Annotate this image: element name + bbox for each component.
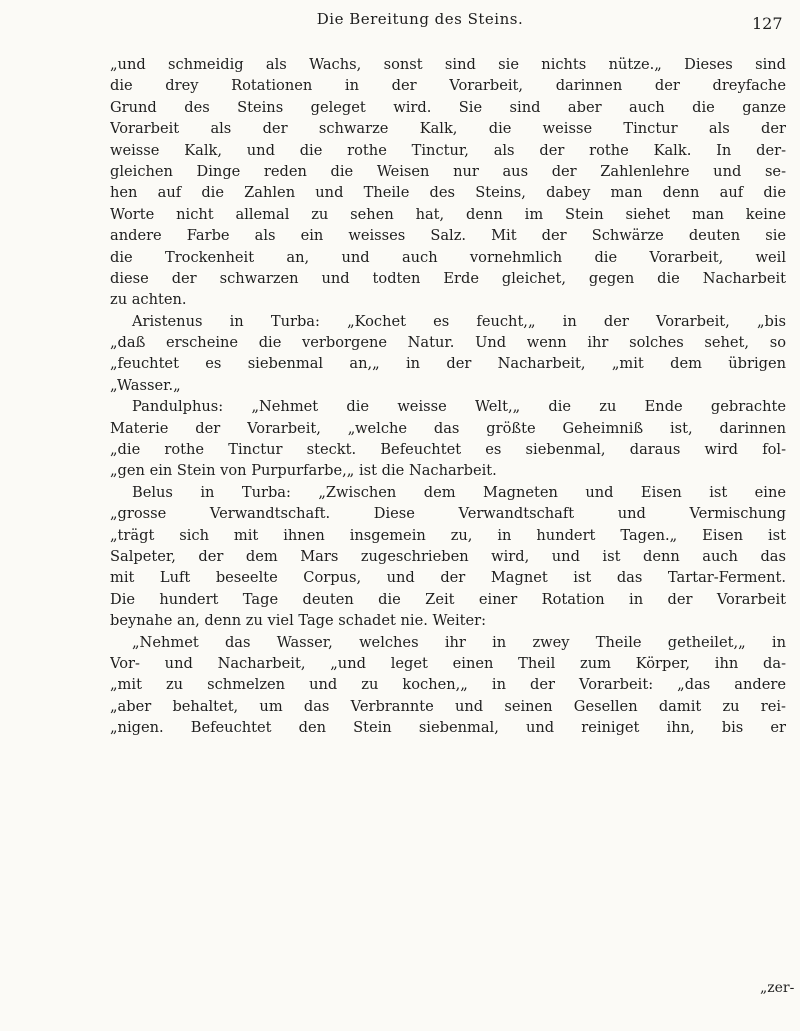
text-line: mit Luft beseelte Corpus, und der Magnet ist das Tartar-Ferment. — [110, 569, 786, 587]
text-line: weisse Kalk, und die rothe Tinctur, als der rothe Kalk. In der- — [110, 141, 786, 159]
text-line: gleichen Dinge reden die Weisen nur aus der Zahlenlehre und se- — [110, 162, 786, 180]
text-line: Grund des Steins geleget wird. Sie sind aber auch die ganze — [110, 98, 786, 116]
text-line: Aristenus in Turba: „Kochet es feucht,„ in der Vorarbeit, „bis — [132, 312, 786, 330]
body-text — [110, 54, 786, 739]
text-line: „mit zu schmelzen und zu kochen,„ in der Vorarbeit: „das andere — [110, 676, 786, 694]
page-number: 127 — [752, 14, 783, 33]
text-line: beynahe an, denn zu viel Tage schadet nie. Weiter: — [110, 612, 487, 630]
text-line: diese der schwarzen und todten Erde gleichet, gegen die Nacharbeit — [110, 269, 786, 287]
text-line: andere Farbe als ein weisses Salz. Mit der Schwärze deuten sie — [110, 227, 786, 245]
text-line: „Nehmet das Wasser, welches ihr in zwey Theile getheilet,„ in — [132, 633, 786, 651]
text-line: Vorarbeit als der schwarze Kalk, die weisse Tinctur als der — [110, 120, 786, 138]
text-line: zu achten. — [110, 291, 187, 309]
text-line: Belus in Turba: „Zwischen dem Magneten und Eisen ist eine — [132, 483, 786, 501]
text-line: „grosse Verwandtschaft. Diese Verwandtschaft und Vermischung — [110, 505, 786, 523]
text-line: Pandulphus: „Nehmet die weisse Welt,„ die zu Ende gebrachte — [132, 398, 786, 416]
text-line: „nigen. Befeuchtet den Stein siebenmal, und reiniget ihn, bis er — [110, 719, 786, 737]
text-line: „gen ein Stein von Purpurfarbe,„ ist die Nacharbeit. — [110, 462, 497, 480]
text-line: „aber behaltet, um das Verbrannte und seinen Gesellen damit zu rei- — [110, 697, 786, 715]
text-line: „und schmeidig als Wachs, sonst sind sie nichts nütze.„ Dieses sind — [110, 56, 786, 73]
text-line: „Wasser.„ — [110, 376, 181, 394]
text-line: „die rothe Tinctur steckt. Befeuchtet es siebenmal, daraus wird fol- — [110, 441, 786, 459]
text-line: hen auf die Zahlen und Theile des Steins, dabey man denn auf die — [110, 184, 786, 202]
text-line: Worte nicht allemal zu sehen hat, denn im Stein siehet man keine — [110, 205, 786, 223]
text-line: Salpeter, der dem Mars zugeschrieben wird, und ist denn auch das — [110, 547, 786, 565]
text-line: die Trockenheit an, und auch vornehmlich die Vorarbeit, weil — [110, 248, 786, 266]
text-line: „trägt sich mit ihnen insgemein zu, in hundert Tagen.„ Eisen ist — [110, 526, 786, 544]
text-line: „feuchtet es siebenmal an,„ in der Nacharbeit, „mit dem übrigen — [110, 355, 786, 373]
text-line: die drey Rotationen in der Vorarbeit, darinnen der dreyfache — [110, 77, 786, 95]
running-title: Die Bereitung des Steins. — [316, 10, 524, 28]
text-line: Materie der Vorarbeit, „welche das größte Geheimniß ist, darinnen — [110, 419, 786, 437]
catchword: „zer- — [760, 980, 795, 996]
text-line: „daß erscheine die verborgene Natur. Und wenn ihr solches sehet, so — [110, 334, 786, 352]
text-line: Die hundert Tage deuten die Zeit einer Rotation in der Vorarbeit — [110, 590, 786, 608]
text-line: Vor- und Nacharbeit, „und leget einen Theil zum Körper, ihn da- — [110, 654, 786, 672]
